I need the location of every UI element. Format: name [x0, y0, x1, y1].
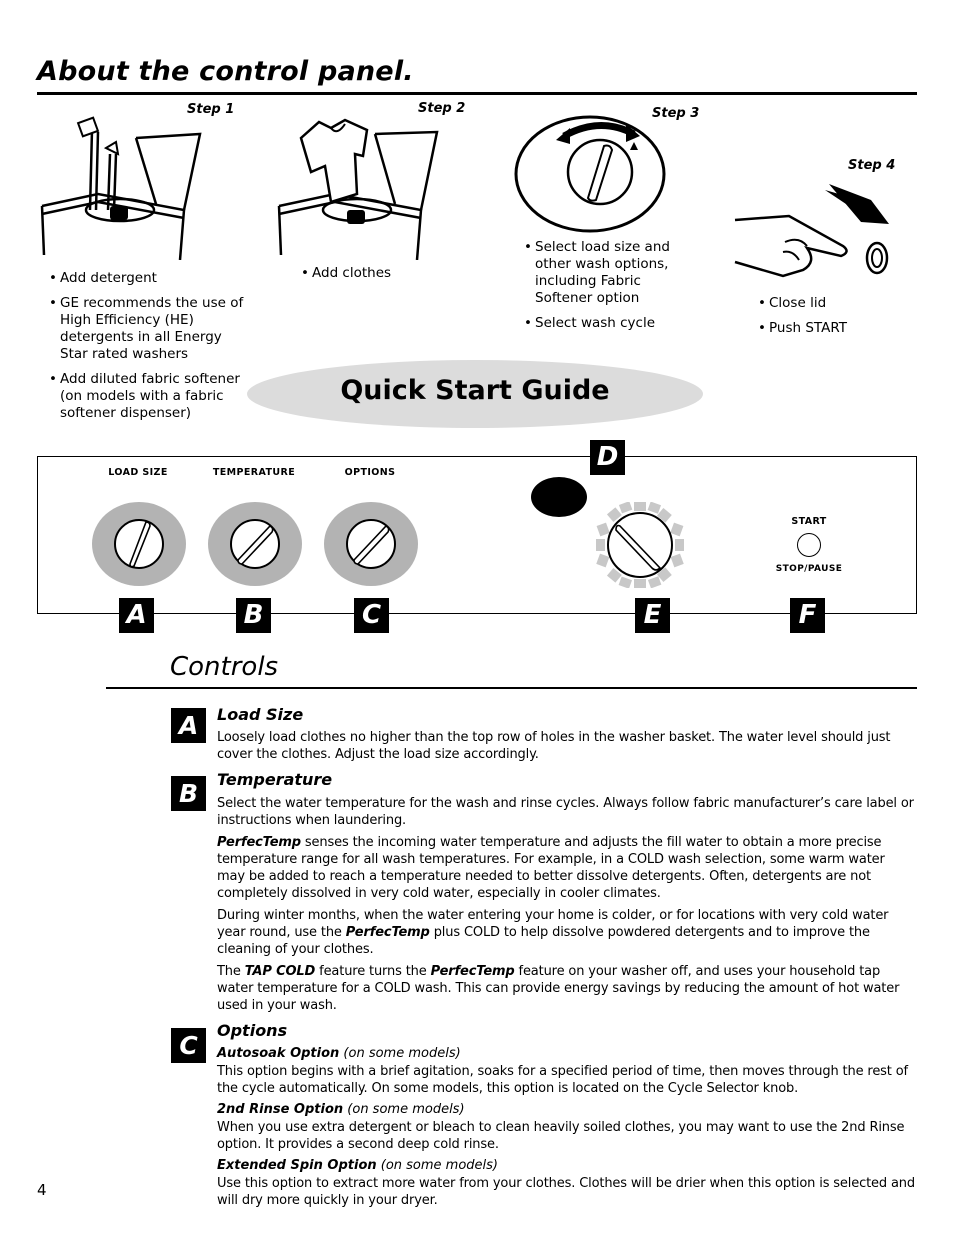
options-label: OPTIONS [344, 467, 396, 478]
step-4-label: Step 4 [848, 158, 896, 173]
section-letter-a: A [171, 708, 206, 743]
tap-cold-paragraph: The TAP COLD feature turns the PerfecTemp feature on your washer off, and uses your household tap water temperature for a COLD wash. This can provide energy savings by reducing the amount of hot water used in your wash. [217, 964, 900, 1013]
section-letter-c: C [171, 1028, 206, 1063]
step-1-bullets [49, 270, 249, 430]
load-size-heading: Load Size [217, 705, 304, 724]
autosoak-heading: Autosoak Option (on some models) [217, 1046, 461, 1061]
extended-spin-heading: Extended Spin Option (on some models) [217, 1158, 498, 1173]
quick-start-title: Quick Start Guide [340, 375, 610, 406]
panel-letter-b: B [236, 598, 271, 633]
cycle-selector-knob[interactable] [596, 502, 684, 588]
step-4-bullets [758, 295, 908, 345]
options-knob[interactable] [322, 500, 420, 588]
start-button[interactable] [797, 533, 821, 557]
panel-letter-a: A [119, 598, 154, 633]
autosoak-text: This option begins with a brief agitation, soaks for a specified period of time, then moves through the rest of the cycle automatically. On some models, this option is located on the Cycle Selector knob. [217, 1064, 908, 1096]
controls-rule [106, 687, 917, 689]
extended-spin-text: Use this option to extract more water from your clothes. Clothes will be drier when this option is selected and will dry more quickly in your dryer. [217, 1176, 915, 1208]
winter-paragraph: During winter months, when the water entering your home is colder, or for locations with very cold water year round, use the PerfecTemp plus COLD to help dissolve powdered detergents and to improve the cleaning of your clothes. [217, 908, 889, 957]
list-item: • Push START [758, 320, 908, 337]
start-label: START [791, 516, 827, 527]
list-item: • Select load size and other wash options, including Fabric Softener option [524, 239, 696, 307]
section-letter-b: B [171, 776, 206, 811]
perfectemp-paragraph: PerfecTemp senses the incoming water temperature and adjusts the fill water to obtain a more precise temperature range for all wash temperatures. For example, in a COLD wash selection, some warm water may be added to reach a temperature needed to better dissolve detergents. Often, detergents are not completely dissolved in very cold water, especially in cooler climates. [217, 835, 885, 901]
page-number: 4 [37, 1181, 47, 1199]
step-2-illustration [275, 110, 445, 260]
list-item: • Select wash cycle [524, 315, 696, 332]
step-3-bullets [524, 239, 696, 340]
list-item: • Add diluted fabric softener (on models with a fabric softener dispenser) [49, 371, 249, 422]
temperature-text: Select the water temperature for the wash and rinse cycles. Always follow fabric manufacturer’s care label or instructions when laundering. [217, 796, 914, 828]
load-size-label: LOAD SIZE [108, 467, 168, 478]
step-1-illustration [38, 110, 208, 260]
step-1-label: Step 1 [187, 102, 235, 117]
list-item: • Add clothes [301, 265, 481, 282]
indicator-light [531, 477, 587, 517]
load-size-text: Loosely load clothes no higher than the top row of holes in the washer basket. The water level should just cover the clothes. Adjust the load size accordingly. [217, 730, 891, 762]
step-2-label: Step 2 [418, 101, 466, 116]
step-2-bullets [301, 265, 481, 290]
load-size-knob[interactable] [90, 500, 188, 588]
list-item: • Close lid [758, 295, 908, 312]
perfectemp-term: PerfecTemp [217, 835, 301, 850]
second-rinse-text: When you use extra detergent or bleach to clean heavily soiled clothes, you may want to use the 2nd Rinse option. It provides a second deep cold rinse. [217, 1120, 905, 1152]
stop-pause-label: STOP/PAUSE [775, 564, 843, 574]
panel-letter-d: D [590, 440, 625, 475]
step-4-illustration [733, 180, 893, 290]
panel-letter-c: C [354, 598, 389, 633]
temperature-label: TEMPERATURE [212, 467, 296, 478]
temperature-heading: Temperature [217, 770, 333, 789]
step-3-illustration [512, 114, 668, 234]
list-item: • GE recommends the use of High Efficiency (HE) detergents in all Energy Star rated washers [49, 295, 249, 363]
title-rule [37, 92, 917, 95]
temperature-knob[interactable] [206, 500, 304, 588]
controls-title: Controls [170, 652, 279, 682]
second-rinse-heading: 2nd Rinse Option (on some models) [217, 1102, 465, 1117]
panel-letter-e: E [635, 598, 670, 633]
panel-letter-f: F [790, 598, 825, 633]
step-3-label: Step 3 [652, 106, 700, 121]
list-item: • Add detergent [49, 270, 249, 287]
page-title: About the control panel. [37, 56, 414, 87]
options-heading: Options [217, 1021, 288, 1040]
